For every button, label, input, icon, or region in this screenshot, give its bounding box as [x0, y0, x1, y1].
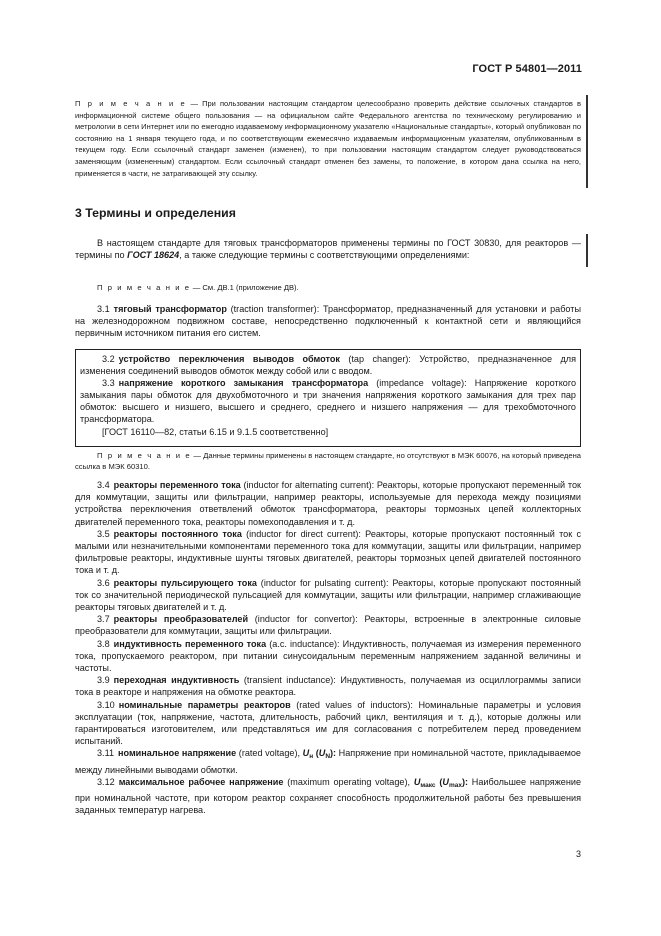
paren-open: (	[435, 776, 443, 787]
term-definition: (transient inductance): Индуктивность, получаемая из осциллограммы записи тока в реакторе и напряжения на обмотке реактора.	[75, 675, 581, 698]
term-definition: (inductor for convertor): Реакторы, встроенные в электронные силовые преобразователи для коммутации, защиты или фильтрации.	[75, 614, 581, 637]
symbol-2: U	[442, 776, 449, 787]
term-name: устройство переключения выводов обмоток	[118, 354, 340, 364]
term-3-4	[75, 479, 581, 528]
note2	[75, 282, 581, 293]
term-number: 3.3	[102, 378, 115, 389]
term-name: реакторы постоянного тока	[113, 528, 242, 539]
term-number: 3.1	[97, 304, 110, 314]
term-name: напряжение короткого замыкания трансформатора	[118, 378, 369, 389]
term-3-7	[75, 613, 581, 637]
intro-text-a: В настоящем стандарте для тяговых трансформаторов применены термины по ГОСТ 30830, для реакторов — термины по	[75, 238, 581, 261]
term-definition: (impedance voltage): Напряжение короткого замыкания пары обмоток для двухобмоточного и три значения напряжения короткого замыкания для трех пар обмоток: высшего и низшего, высшего и среднего, среднего и низшего напряжения — для трехобмоточного трансформатора.	[80, 378, 577, 425]
term-3-3	[80, 377, 576, 425]
intro-ref: ГОСТ 18624	[127, 250, 180, 261]
intro-text-b: , а также следующие термины с соответствующими определениями:	[179, 250, 470, 261]
term-definition-b: Наибольшее напряжение при номинальной частоте, при котором реактор сохраняет способность продолжительной работы без превышения заданных температур нагрева.	[75, 776, 582, 816]
note3-text: — Данные термины применены в настоящем стандарте, но отсутствуют в МЭК 60076, на который приведена ссылка в МЭК 60310.	[75, 451, 582, 471]
term-3-5	[75, 528, 581, 577]
term-3-8	[75, 638, 581, 675]
document-header: ГОСТ Р 54801—2011	[472, 63, 582, 75]
term-name: реакторы переменного тока	[113, 480, 241, 490]
section-title: 3 Термины и определения	[75, 206, 236, 220]
term-3-10	[75, 699, 581, 748]
term-name: переходная индуктивность	[113, 675, 240, 686]
change-bar-2	[586, 234, 588, 267]
note2-text: — См. ДВ.1 (приложение ДВ).	[190, 283, 299, 292]
note-label: П р и м е ч а н и е	[75, 99, 187, 108]
term-definition: (inductor for direct current): Реакторы, которые пропускают постоянный ток с малыми или незначительными компонентами переменного тока для коммутации, защиты или фильтрации, например фильтровые реакторы, индуктивные шунты тяговых двигателей, реакторы тормозных цепей двигателей постоянного тока и т. д.	[75, 528, 581, 576]
term-definition-a: (rated voltage),	[236, 748, 303, 759]
term-definition: (rated values of inductors): Номинальные параметры и условия эксплуатации (ток, напряжение, частота, длительность, рабочий цикл, вентиляция и т. д.), которые должны или гарантироваться изготовителем, или представляться им для согласования с потребителем перед проведением испытаний.	[75, 699, 581, 747]
term-definition: (inductor for pulsating current): Реакторы, которые пропускают постоянный ток со значительной периодической пульсацией для коммутации, защиты или фильтрации, например сглаживающие реакторы тяговых двигателей и т. д.	[75, 577, 581, 613]
paren-close: ):	[461, 776, 469, 787]
boxed-terms	[75, 349, 581, 447]
term-3-1	[75, 303, 581, 340]
term-name: тяговый трансформатор	[113, 304, 227, 314]
page-number: 3	[575, 849, 581, 859]
reference-note	[75, 98, 581, 179]
term-3-2	[80, 353, 576, 377]
symbol: U	[302, 748, 310, 759]
paren-open: (	[313, 748, 319, 759]
term-definition: (inductor for alternating current): Реакторы, которые пропускают переменный ток для коммутации, защиты или фильтрации, например реакторы, используемые для перехода между позициями устройства переключения ответвлений обмоток трансформатора, реакторы тормозных цепей коллекторных двигателей переменного тока, реакторы помехоподавления и т. д.	[75, 480, 581, 527]
note-text: — При пользовании настоящим стандартом целесообразно проверить действие ссылочных стандартов в информационной системе общего пользования — на официальном сайте Федерального агентства по техническому регулированию и метрологии в сети Интернет или по ежегодно издаваемому информационному указателю «Национальные стандарты», который опубликован по состоянию на 1 января текущего года, и по соответствующим ежемесячно издаваемым информационным указателям, опубликованным в текущем году. Если ссылочный стандарт заменен (изменен), то при пользовании настоящим стандартом следует руководствоваться заменяющим (измененным) стандартом. Если ссылочный стандарт отменен без замены, то положение, в котором дана ссылка на него, применяется в части, не затрагивающей эту ссылку.	[75, 99, 581, 178]
term-number: 3.6	[97, 577, 110, 588]
term-definition-a: (maximum operating voltage),	[283, 776, 414, 787]
term-3-6	[75, 577, 581, 614]
term-name: максимальное рабочее напряжение	[118, 776, 284, 787]
intro-block	[75, 237, 581, 261]
term-number: 3.10	[97, 699, 115, 710]
intro-paragraph	[75, 237, 581, 261]
term-name: номинальные параметры реакторов	[118, 699, 291, 710]
term-name: номинальное напряжение	[118, 748, 237, 759]
paren-close: ):	[330, 748, 337, 759]
term-number: 3.4	[97, 480, 110, 490]
term-number: 3.9	[97, 675, 110, 686]
term-3-12	[75, 776, 581, 817]
term-number: 3.11	[97, 748, 115, 759]
term-3-11	[75, 747, 581, 775]
box-reference: [ГОСТ 16110—82, статьи 6.15 и 9.1.5 соответственно]	[102, 426, 329, 437]
term-number: 3.5	[97, 528, 110, 539]
note2-label: П р и м е ч а н и е	[97, 283, 191, 292]
symbol-subscript: макс	[420, 781, 436, 789]
term-name: реакторы пульсирующего тока	[113, 577, 257, 588]
note3-block	[75, 450, 581, 472]
term-name: индуктивность переменного тока	[113, 638, 267, 649]
term-name: реакторы преобразователей	[113, 614, 249, 625]
symbol-2-subscript: max	[448, 781, 462, 789]
note3-label: П р и м е ч а н и е	[97, 451, 192, 460]
symbol-2: U	[318, 748, 326, 759]
terms-block	[75, 479, 581, 816]
term-definition: (traction transformer): Трансформатор, предназначенный для установки и работы на железнодорожном подвижном составе, непосредственно подключенный к контактной сети и являющийся первичным источником питания его систем.	[75, 304, 581, 339]
term-number: 3.8	[97, 638, 110, 649]
term-number: 3.7	[97, 614, 110, 625]
symbol-2-subscript: N	[325, 753, 331, 761]
term-3-1-block	[75, 303, 581, 340]
term-definition-b: Напряжение при номинальной частоте, прикладываемое между линейными выводами обмотки.	[75, 748, 581, 775]
note2-block	[75, 282, 581, 293]
note3	[75, 450, 581, 472]
term-number: 3.2	[102, 354, 115, 364]
term-definition: (tap changer): Устройство, предназначенное для изменения соединений выводов обмоток между собой или с вводом.	[80, 354, 576, 377]
term-3-9	[75, 674, 581, 698]
term-definition: (a.c. inductance): Индуктивность, получаемая из измерения переменного тока, пропускаемого реактором, при питании синусоидальным переменным напряжением заданной величины и частоты.	[75, 638, 581, 674]
symbol: U	[413, 776, 421, 787]
change-bar	[586, 95, 588, 188]
term-number: 3.12	[97, 776, 115, 787]
symbol-subscript: н	[309, 753, 314, 761]
